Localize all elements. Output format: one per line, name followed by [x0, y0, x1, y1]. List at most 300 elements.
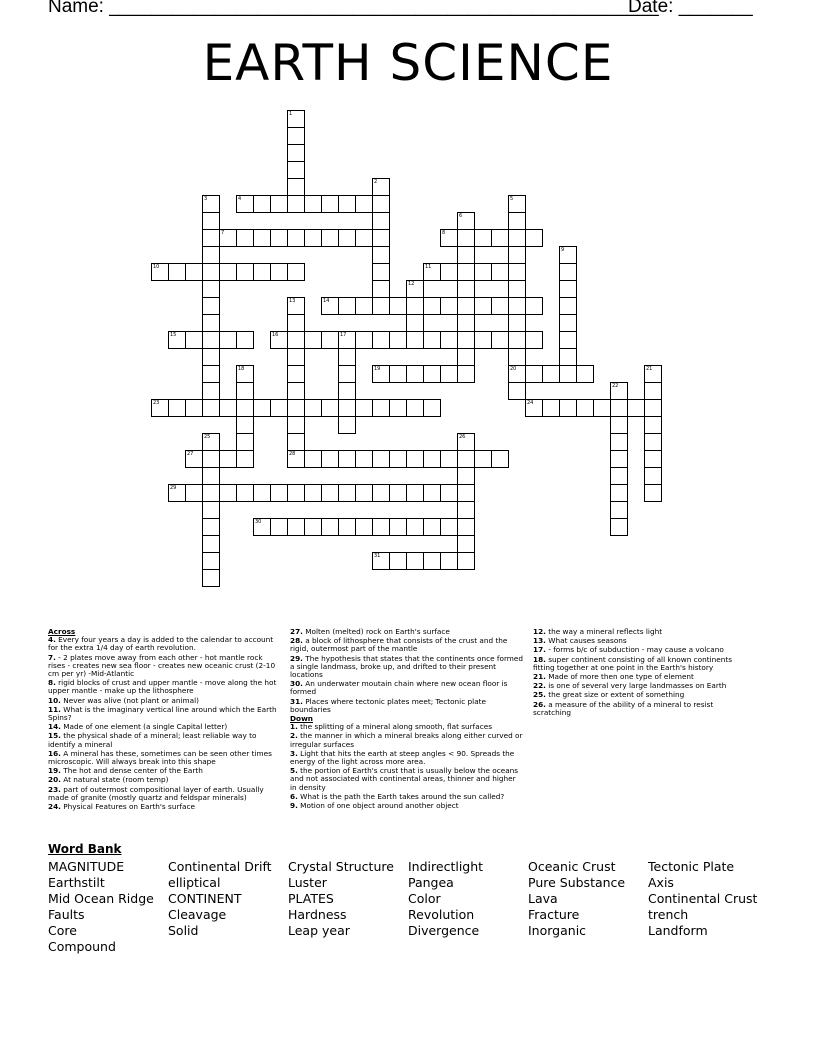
- name-field[interactable]: Name: ____________________________________________________: [48, 0, 659, 17]
- grid-cell[interactable]: [406, 399, 424, 417]
- grid-cell[interactable]: [321, 331, 339, 349]
- grid-cell[interactable]: [338, 365, 356, 383]
- word-bank-item: MAGNITUDE: [48, 859, 125, 874]
- grid-cell[interactable]: [321, 297, 339, 315]
- grid-cell[interactable]: [457, 365, 475, 383]
- grid-cell[interactable]: [389, 518, 407, 536]
- grid-cell[interactable]: [406, 484, 424, 502]
- clue: 29. The hypothesis that states that the continents once formed a single landmass, broke up, and drifted to their present locations: [290, 653, 524, 680]
- grid-cell[interactable]: [559, 331, 577, 349]
- grid-cell[interactable]: [593, 399, 611, 417]
- grid-cell[interactable]: [202, 314, 220, 332]
- grid-cell[interactable]: [287, 433, 305, 451]
- grid-cell[interactable]: [644, 365, 662, 383]
- clue-number: 28: [289, 451, 296, 457]
- word-bank-item: Axis: [648, 875, 674, 890]
- grid-cell[interactable]: [372, 484, 390, 502]
- grid-cell[interactable]: [236, 331, 254, 349]
- word-bank-title: Word Bank: [48, 842, 122, 856]
- grid-cell[interactable]: [270, 263, 288, 281]
- word-bank-item: Oceanic Crust: [528, 859, 616, 874]
- grid-cell[interactable]: [202, 518, 220, 536]
- clue-number: 16: [272, 332, 279, 338]
- grid-cell[interactable]: [525, 229, 543, 247]
- grid-cell[interactable]: [321, 399, 339, 417]
- grid-cell[interactable]: [372, 263, 390, 281]
- word-bank-item: Color: [408, 891, 441, 906]
- grid-cell[interactable]: [304, 518, 322, 536]
- grid-cell[interactable]: [389, 331, 407, 349]
- grid-cell[interactable]: [644, 416, 662, 434]
- grid-cell[interactable]: [423, 552, 441, 570]
- grid-cell[interactable]: [576, 365, 594, 383]
- grid-cell[interactable]: [508, 382, 526, 400]
- grid-cell[interactable]: [202, 229, 220, 247]
- grid-cell[interactable]: [457, 501, 475, 519]
- grid-cell[interactable]: [236, 263, 254, 281]
- grid-cell[interactable]: [202, 297, 220, 315]
- word-bank-item: Revolution: [408, 907, 475, 922]
- grid-cell[interactable]: [321, 518, 339, 536]
- grid-cell[interactable]: [457, 433, 475, 451]
- word-bank-item: Leap year: [288, 923, 350, 938]
- grid-cell[interactable]: [406, 280, 424, 298]
- grid-cell[interactable]: [236, 433, 254, 451]
- grid-cell[interactable]: [389, 552, 407, 570]
- grid-cell[interactable]: [559, 348, 577, 366]
- grid-cell[interactable]: [406, 297, 424, 315]
- grid-cell[interactable]: [202, 263, 220, 281]
- word-bank-item: Continental Crust: [648, 891, 758, 906]
- grid-cell[interactable]: [525, 399, 543, 417]
- grid-cell[interactable]: [508, 195, 526, 213]
- grid-cell[interactable]: [372, 450, 390, 468]
- grid-cell[interactable]: [508, 246, 526, 264]
- grid-cell[interactable]: [389, 399, 407, 417]
- clue-number: 14: [323, 298, 330, 304]
- grid-cell[interactable]: [491, 450, 509, 468]
- grid-cell[interactable]: [457, 467, 475, 485]
- grid-cell[interactable]: [508, 331, 526, 349]
- clue: 24. Physical Features on Earth's surface: [48, 802, 196, 812]
- clue: 22. is one of several very large landmasses on Earth: [533, 681, 727, 691]
- grid-cell[interactable]: [508, 297, 526, 315]
- grid-cell[interactable]: [202, 246, 220, 264]
- grid-cell[interactable]: [287, 229, 305, 247]
- grid-cell[interactable]: [202, 212, 220, 230]
- grid-cell[interactable]: [219, 450, 237, 468]
- clue-number: 29: [170, 485, 177, 491]
- grid-cell[interactable]: [202, 484, 220, 502]
- grid-cell[interactable]: [491, 229, 509, 247]
- clue-number: 25: [204, 434, 211, 440]
- grid-cell[interactable]: [508, 314, 526, 332]
- grid-cell[interactable]: [372, 246, 390, 264]
- grid-cell[interactable]: [270, 229, 288, 247]
- grid-cell[interactable]: [270, 484, 288, 502]
- grid-cell[interactable]: [355, 518, 373, 536]
- grid-cell[interactable]: [253, 518, 271, 536]
- grid-cell[interactable]: [440, 331, 458, 349]
- grid-cell[interactable]: [423, 263, 441, 281]
- grid-cell[interactable]: [423, 331, 441, 349]
- grid-cell[interactable]: [457, 229, 475, 247]
- grid-cell[interactable]: [440, 263, 458, 281]
- grid-cell[interactable]: [202, 331, 220, 349]
- grid-cell[interactable]: [525, 331, 543, 349]
- grid-cell[interactable]: [219, 229, 237, 247]
- grid-cell[interactable]: [287, 161, 305, 179]
- grid-cell[interactable]: [287, 348, 305, 366]
- word-bank-item: Core: [48, 923, 77, 938]
- grid-cell[interactable]: [644, 450, 662, 468]
- grid-cell[interactable]: [610, 399, 628, 417]
- grid-cell[interactable]: [253, 263, 271, 281]
- grid-cell[interactable]: [423, 399, 441, 417]
- grid-cell[interactable]: [423, 484, 441, 502]
- grid-cell[interactable]: [474, 331, 492, 349]
- grid-cell[interactable]: [406, 518, 424, 536]
- grid-cell[interactable]: [287, 518, 305, 536]
- clue: 3. Light that hits the earth at steep angles < 90. Spreads the energy of the light across more area.: [290, 748, 515, 767]
- grid-cell[interactable]: [406, 552, 424, 570]
- grid-cell[interactable]: [287, 195, 305, 213]
- grid-cell[interactable]: [202, 552, 220, 570]
- grid-cell[interactable]: [355, 331, 373, 349]
- grid-cell[interactable]: [338, 348, 356, 366]
- grid-cell[interactable]: [304, 399, 322, 417]
- grid-cell[interactable]: [372, 552, 390, 570]
- grid-cell[interactable]: [457, 348, 475, 366]
- grid-cell[interactable]: [610, 433, 628, 451]
- grid-cell[interactable]: [304, 450, 322, 468]
- grid-cell[interactable]: [355, 229, 373, 247]
- grid-cell[interactable]: [508, 263, 526, 281]
- grid-cell[interactable]: [457, 280, 475, 298]
- grid-cell[interactable]: [287, 382, 305, 400]
- grid-cell[interactable]: [253, 229, 271, 247]
- grid-cell[interactable]: [219, 484, 237, 502]
- grid-cell[interactable]: [559, 246, 577, 264]
- grid-cell[interactable]: [202, 467, 220, 485]
- grid-cell[interactable]: [236, 450, 254, 468]
- grid-cell[interactable]: [440, 297, 458, 315]
- grid-cell[interactable]: [321, 484, 339, 502]
- word-bank-item: Hardness: [288, 907, 347, 922]
- grid-cell[interactable]: [457, 450, 475, 468]
- grid-cell[interactable]: [168, 484, 186, 502]
- grid-cell[interactable]: [406, 331, 424, 349]
- grid-cell[interactable]: [508, 229, 526, 247]
- grid-cell[interactable]: [457, 518, 475, 536]
- grid-cell[interactable]: [423, 365, 441, 383]
- grid-cell[interactable]: [457, 484, 475, 502]
- clue-number: 11: [425, 264, 432, 270]
- grid-cell[interactable]: [610, 450, 628, 468]
- clue-number: 30: [255, 519, 262, 525]
- grid-cell[interactable]: [610, 484, 628, 502]
- clue: 25. the great size or extent of something: [533, 690, 685, 700]
- grid-cell[interactable]: [185, 331, 203, 349]
- grid-cell[interactable]: [202, 433, 220, 451]
- grid-cell[interactable]: [559, 365, 577, 383]
- grid-cell[interactable]: [559, 314, 577, 332]
- clue: 13. What causes seasons: [533, 636, 627, 646]
- grid-cell[interactable]: [457, 331, 475, 349]
- grid-cell[interactable]: [457, 212, 475, 230]
- grid-cell[interactable]: [287, 297, 305, 315]
- grid-cell[interactable]: [610, 416, 628, 434]
- grid-cell[interactable]: [372, 280, 390, 298]
- grid-cell[interactable]: [287, 314, 305, 332]
- grid-cell[interactable]: [168, 331, 186, 349]
- clues-column-1: [48, 628, 280, 812]
- clue-number: 7: [221, 230, 225, 236]
- grid-cell[interactable]: [372, 195, 390, 213]
- grid-cell[interactable]: [287, 127, 305, 145]
- grid-cell[interactable]: [236, 484, 254, 502]
- grid-cell[interactable]: [440, 365, 458, 383]
- grid-cell[interactable]: [508, 348, 526, 366]
- grid-cell[interactable]: [321, 450, 339, 468]
- clue: 5. the portion of Earth's crust that is usually below the oceans and not associated with continental areas, thinner and higher in density: [290, 766, 519, 792]
- grid-cell[interactable]: [474, 450, 492, 468]
- grid-cell[interactable]: [151, 263, 169, 281]
- grid-cell[interactable]: [457, 552, 475, 570]
- grid-cell[interactable]: [508, 280, 526, 298]
- clue: 14. Made of one element (a single Capital letter): [48, 722, 228, 732]
- grid-cell[interactable]: [168, 399, 186, 417]
- grid-cell[interactable]: [253, 484, 271, 502]
- grid-cell[interactable]: [287, 178, 305, 196]
- grid-cell[interactable]: [270, 399, 288, 417]
- grid-cell[interactable]: [423, 518, 441, 536]
- grid-cell[interactable]: [644, 382, 662, 400]
- grid-cell[interactable]: [542, 399, 560, 417]
- grid-cell[interactable]: [202, 450, 220, 468]
- grid-cell[interactable]: [474, 229, 492, 247]
- grid-cell[interactable]: [576, 399, 594, 417]
- grid-cell[interactable]: [219, 331, 237, 349]
- grid-cell[interactable]: [355, 484, 373, 502]
- grid-cell[interactable]: [440, 229, 458, 247]
- grid-cell[interactable]: [610, 501, 628, 519]
- clue-number: 12: [408, 281, 415, 287]
- clue-number: 21: [646, 366, 653, 372]
- grid-cell[interactable]: [389, 297, 407, 315]
- grid-cell[interactable]: [287, 263, 305, 281]
- grid-cell[interactable]: [236, 229, 254, 247]
- clue-number: 4: [238, 196, 242, 202]
- grid-cell[interactable]: [372, 399, 390, 417]
- grid-cell[interactable]: [287, 110, 305, 128]
- grid-cell[interactable]: [338, 484, 356, 502]
- grid-cell[interactable]: [185, 399, 203, 417]
- clue: 26. a measure of the ability of a mineral to resist scratching: [533, 699, 714, 717]
- grid-cell[interactable]: [338, 382, 356, 400]
- grid-cell[interactable]: [321, 229, 339, 247]
- grid-cell[interactable]: [644, 467, 662, 485]
- grid-cell[interactable]: [406, 450, 424, 468]
- grid-cell[interactable]: [287, 144, 305, 162]
- grid-cell[interactable]: [236, 365, 254, 383]
- grid-cell[interactable]: [644, 399, 662, 417]
- word-bank-item: Compound: [48, 939, 116, 954]
- clue-number: 8: [442, 230, 446, 236]
- grid-cell[interactable]: [202, 501, 220, 519]
- grid-cell[interactable]: [236, 416, 254, 434]
- grid-cell[interactable]: [287, 399, 305, 417]
- grid-cell[interactable]: [542, 365, 560, 383]
- grid-cell[interactable]: [355, 195, 373, 213]
- grid-cell[interactable]: [474, 297, 492, 315]
- grid-cell[interactable]: [202, 535, 220, 553]
- grid-cell[interactable]: [338, 195, 356, 213]
- grid-cell[interactable]: [338, 518, 356, 536]
- grid-cell[interactable]: [440, 484, 458, 502]
- grid-cell[interactable]: [644, 433, 662, 451]
- word-bank-item: Luster: [288, 875, 327, 890]
- clue-number: 15: [170, 332, 177, 338]
- grid-cell[interactable]: [287, 450, 305, 468]
- grid-cell[interactable]: [185, 484, 203, 502]
- grid-cell[interactable]: [338, 399, 356, 417]
- grid-cell[interactable]: [559, 280, 577, 298]
- grid-cell[interactable]: [372, 229, 390, 247]
- grid-cell[interactable]: [372, 331, 390, 349]
- clue: 11. What is the imaginary vertical line around which the Earth Spins?: [48, 704, 277, 723]
- grid-cell[interactable]: [389, 450, 407, 468]
- grid-cell[interactable]: [389, 484, 407, 502]
- grid-cell[interactable]: [508, 365, 526, 383]
- grid-cell[interactable]: [423, 450, 441, 468]
- grid-cell[interactable]: [287, 484, 305, 502]
- word-bank-item: elliptical: [168, 875, 221, 890]
- grid-cell[interactable]: [406, 314, 424, 332]
- grid-cell[interactable]: [457, 263, 475, 281]
- word-bank-item: Divergence: [408, 923, 480, 938]
- grid-cell[interactable]: [355, 297, 373, 315]
- grid-cell[interactable]: [423, 297, 441, 315]
- grid-cell[interactable]: [355, 450, 373, 468]
- grid-cell[interactable]: [372, 297, 390, 315]
- grid-cell[interactable]: [525, 365, 543, 383]
- grid-cell[interactable]: [338, 229, 356, 247]
- word-bank-item: Pangea: [408, 875, 454, 890]
- grid-cell[interactable]: [151, 399, 169, 417]
- grid-cell[interactable]: [287, 331, 305, 349]
- grid-cell[interactable]: [457, 297, 475, 315]
- grid-cell[interactable]: [355, 399, 373, 417]
- clue-number: 27: [187, 451, 194, 457]
- grid-cell[interactable]: [202, 348, 220, 366]
- grid-cell[interactable]: [321, 195, 339, 213]
- clue-number: 24: [527, 400, 534, 406]
- grid-cell[interactable]: [236, 195, 254, 213]
- grid-cell[interactable]: [372, 518, 390, 536]
- down-heading: Down: [290, 714, 314, 724]
- grid-cell[interactable]: [202, 195, 220, 213]
- grid-cell[interactable]: [202, 399, 220, 417]
- grid-cell[interactable]: [508, 212, 526, 230]
- grid-cell[interactable]: [610, 467, 628, 485]
- grid-cell[interactable]: [372, 365, 390, 383]
- grid-cell[interactable]: [168, 263, 186, 281]
- grid-cell[interactable]: [253, 399, 271, 417]
- grid-cell[interactable]: [457, 535, 475, 553]
- grid-cell[interactable]: [236, 382, 254, 400]
- clue: 16. A mineral has these, sometimes can be seen other times microscopic. Will always break into this shape: [48, 748, 272, 767]
- clue-number: 3: [204, 196, 208, 202]
- grid-cell[interactable]: [559, 263, 577, 281]
- grid-cell[interactable]: [372, 178, 390, 196]
- grid-cell[interactable]: [185, 450, 203, 468]
- grid-cell[interactable]: [440, 450, 458, 468]
- grid-cell[interactable]: [627, 399, 645, 417]
- grid-cell[interactable]: [270, 331, 288, 349]
- grid-cell[interactable]: [406, 365, 424, 383]
- grid-cell[interactable]: [304, 195, 322, 213]
- grid-cell[interactable]: [610, 518, 628, 536]
- grid-cell[interactable]: [304, 331, 322, 349]
- grid-cell[interactable]: [525, 297, 543, 315]
- grid-cell[interactable]: [270, 518, 288, 536]
- clue: 20. At natural state (room temp): [48, 775, 169, 785]
- clue: 6. What is the path the Earth takes around the sun called?: [290, 791, 505, 801]
- grid-cell[interactable]: [491, 263, 509, 281]
- grid-cell[interactable]: [304, 484, 322, 502]
- grid-cell[interactable]: [202, 569, 220, 587]
- grid-cell[interactable]: [287, 365, 305, 383]
- word-bank-item: Inorganic: [528, 923, 587, 938]
- grid-cell[interactable]: [559, 297, 577, 315]
- grid-cell[interactable]: [338, 416, 356, 434]
- grid-cell[interactable]: [338, 297, 356, 315]
- clue: 23. part of outermost compositional layer of earth. Usually made of granite (mostly quartz and feldspar minerals): [48, 784, 264, 802]
- date-field[interactable]: Date: _______: [628, 0, 753, 17]
- grid-cell[interactable]: [202, 280, 220, 298]
- grid-cell[interactable]: [219, 399, 237, 417]
- grid-cell[interactable]: [287, 416, 305, 434]
- grid-cell[interactable]: [185, 263, 203, 281]
- grid-cell[interactable]: [304, 229, 322, 247]
- grid-cell[interactable]: [219, 263, 237, 281]
- grid-cell[interactable]: [559, 399, 577, 417]
- grid-cell[interactable]: [389, 365, 407, 383]
- grid-cell[interactable]: [338, 450, 356, 468]
- clue: 17. - forms b/c of subduction - may cause a volcano: [533, 645, 724, 655]
- grid-cell[interactable]: [491, 331, 509, 349]
- grid-cell[interactable]: [270, 195, 288, 213]
- grid-cell[interactable]: [338, 331, 356, 349]
- grid-cell[interactable]: [253, 195, 271, 213]
- grid-cell[interactable]: [236, 399, 254, 417]
- word-bank-item: Crystal Structure: [288, 859, 394, 874]
- grid-cell[interactable]: [457, 314, 475, 332]
- grid-cell[interactable]: [610, 382, 628, 400]
- grid-cell[interactable]: [491, 297, 509, 315]
- grid-cell[interactable]: [474, 263, 492, 281]
- grid-cell[interactable]: [372, 212, 390, 230]
- grid-cell[interactable]: [440, 552, 458, 570]
- grid-cell[interactable]: [644, 484, 662, 502]
- grid-cell[interactable]: [202, 365, 220, 383]
- grid-cell[interactable]: [457, 246, 475, 264]
- clue: 12. the way a mineral reflects light: [533, 627, 663, 636]
- grid-cell[interactable]: [202, 382, 220, 400]
- grid-cell[interactable]: [440, 518, 458, 536]
- clue-number: 10: [153, 264, 160, 270]
